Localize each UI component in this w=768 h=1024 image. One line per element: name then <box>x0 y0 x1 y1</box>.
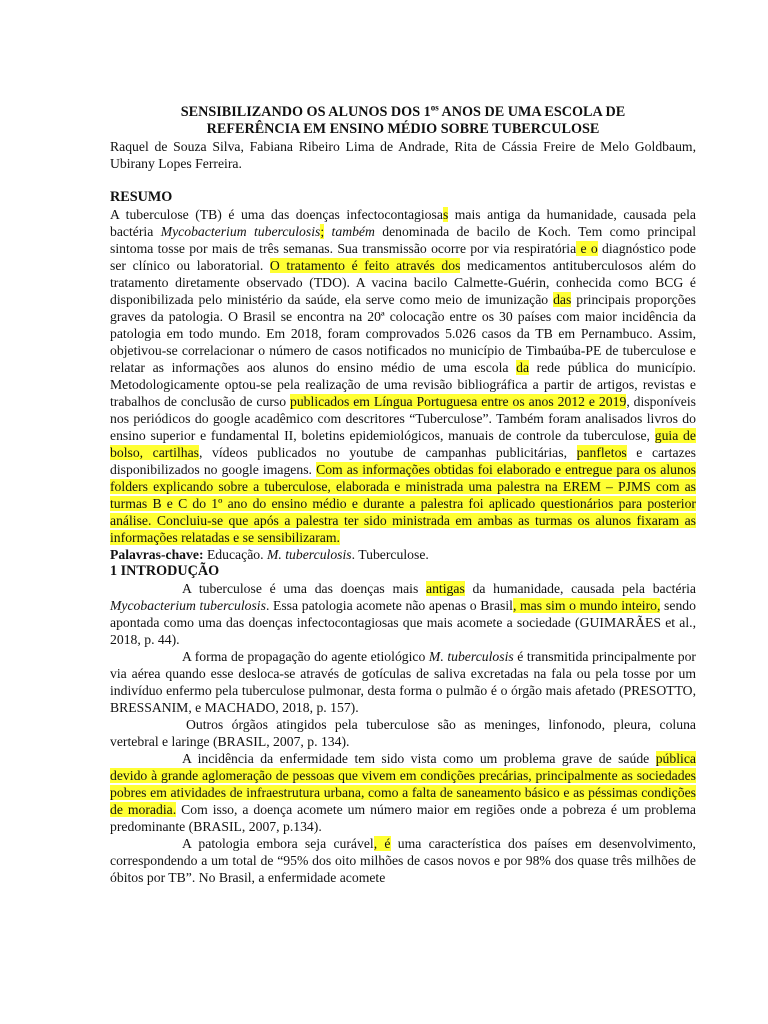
intro-paragraph-1: A tuberculose é uma das doenças mais antigas da humanidade, causada pela bactéria Mycobacterium tuberculosis. Essa patologia acomete não apenas o Brasil, mas sim o mundo inteiro, sendo apontada como uma das doenças infectocontagiosas que mais acomete a sociedade (GUIMARÃES et al., 2018, p. 44). <box>110 581 696 647</box>
intro-paragraph-4: A incidência da enfermidade tem sido vista como um problema grave de saúde pública devido à grande aglomeração de pessoas que vivem em condições precárias, principalmente as sociedades pobres em atividades de infraestrutura urbana, como a falta de saneamento básico e as péssimas condições de moradia. Com isso, a doença acomete um número maior em regiões onde a pobreza é um problema predominante (BRASIL, 2007, p.134). <box>110 751 697 834</box>
abstract-heading: RESUMO <box>110 189 173 205</box>
highlight: , é <box>373 836 391 851</box>
keywords: Palavras-chave: Educação. M. tuberculosis. Tuberculose. <box>110 547 429 562</box>
abstract-body: A tuberculose (TB) é uma das doenças infectocontagiosas mais antiga da humanidade, causada pela bactéria Mycobacterium tuberculosis; também denominada de bacilo de Koch. Tem como principal sintoma tosse por mais de três semanas. Sua transmissão ocorre por via respiratória e o diagnóstico pode ser clínico ou laboratorial. O tratamento é feito através dos medicamentos antituberculosos além do tratamento diretamente observado (TDO). A vacina bacilo Calmette-Guérin, conhecida como BCG é disponibilizada pelo ministério da saúde, ela serve como meio de imunização das principais proporções graves da patologia. O Brasil se encontra na 20ª colocação entre os 30 países com maior incidência da patologia em todo mundo. Em 2018, foram comprovados 5.026 casos da TB em Pernambuco. Assim, objetivou-se correlacionar o número de casos notificados no município de Timbaúba-PE de tuberculose e relatar as informações aos alunos do ensino médio de uma escola da rede pública do município. Metodologicamente optou-se pela realização de uma revisão bibliográfica a partir de artigos, revistas e trabalhos de conclusão de curso publicados em Língua Portuguesa entre os anos 2012 e 2019, disponíveis nos periódicos do google acadêmico com descritores “Tuberculose”. Também foram analisados livros do ensino superior e fundamental II, boletins epidemiológicos, manuais de controle da tuberculose, guia de bolso, cartilhas, vídeos publicados no youtube de campanhas publicitárias, panfletos e cartazes disponibilizados no google imagens. Com as informações obtidas foi elaborado e entregue para os alunos folders explicando sobre a tuberculose, elaborada e ministrada uma palestra na EREM – PJMS com as turmas B e C do 1º ano do ensino médio e durante a palestra foi aplicado questionários para posterior análise. Concluiu-se que após a palestra ter sido ministrada em ambas as turmas os alunos fixaram as informações relatadas e se sensibilizaram. <box>110 207 697 545</box>
spacer <box>110 172 696 189</box>
highlight: e o <box>576 241 598 256</box>
highlight: da <box>516 360 530 375</box>
highlight: pública devido à grande aglomeração de pessoas que vivem em condições precárias, principalmente as sociedades pobres em atividades de infraestrutura urbana, como a falta de saneamento básico e as péssimas condições de moradia. <box>110 751 696 817</box>
highlight: Com as informações obtidas foi elaborado e entregue para os alunos folders explicando sobre a tuberculose, elaborada e ministrada uma palestra na EREM – PJMS com as turmas B e C do 1º ano do ensino médio e durante a palestra foi aplicado questionários para posterior análise. Concluiu-se que após a palestra ter sido ministrada em ambas as turmas os alunos fixaram as informações relatadas e se sensibilizaram. <box>110 462 696 545</box>
highlight: antigas <box>426 581 465 596</box>
document-title: SENSIBILIZANDO OS ALUNOS DOS $1^{os}$ ANOS DE UMA ESCOLA DE REFERÊNCIA EM ENSINO MÉDIO SOBRE TUBERCULOSE <box>180 102 626 137</box>
authors: Raquel de Souza Silva, Fabiana Ribeiro Lima de Andrade, Rita de Cássia Freire de Melo Goldbaum, Ubirany Lopes Ferreira. <box>110 139 696 171</box>
intro-paragraph-2: A forma de propagação do agente etiológico M. tuberculosis é transmitida principalmente por via aérea quando esse desloca-se através de gotículas de saliva excretadas na fala ou pela tosse por um indivíduo enfermo pela tuberculose pulmonar, desta forma o pulmão é o órgão mais afetado (PRESOTTO, BRESSANIM, e MACHADO, 2018, p. 157). <box>110 649 696 715</box>
highlight: ; <box>320 224 325 239</box>
intro-paragraph-3: Outros órgãos atingidos pela tuberculose são as meninges, linfonodo, pleura, coluna vertebral e laringe (BRASIL, 2007, p. 134). <box>110 717 696 749</box>
highlight: guia de bolso, cartilhas <box>110 428 696 460</box>
introduction-heading: 1 INTRODUÇÃO <box>110 563 220 579</box>
highlight: s <box>442 207 449 222</box>
highlight: das <box>553 292 572 307</box>
intro-paragraph-5: A patologia embora seja curável, é uma característica dos países em desenvolvimento, correspondendo a um total de “95% dos oito milhões de casos novos e por 98% dos quase três milhões de óbitos por TB”. No Brasil, a enfermidade acomete <box>110 836 696 885</box>
highlight: , mas sim o mundo inteiro, <box>512 598 661 613</box>
highlight: publicados em Língua Portuguesa entre os anos 2012 e 2019 <box>289 394 627 409</box>
highlight: O tratamento é feito através dos <box>269 258 461 273</box>
highlight: panfletos <box>576 445 627 460</box>
